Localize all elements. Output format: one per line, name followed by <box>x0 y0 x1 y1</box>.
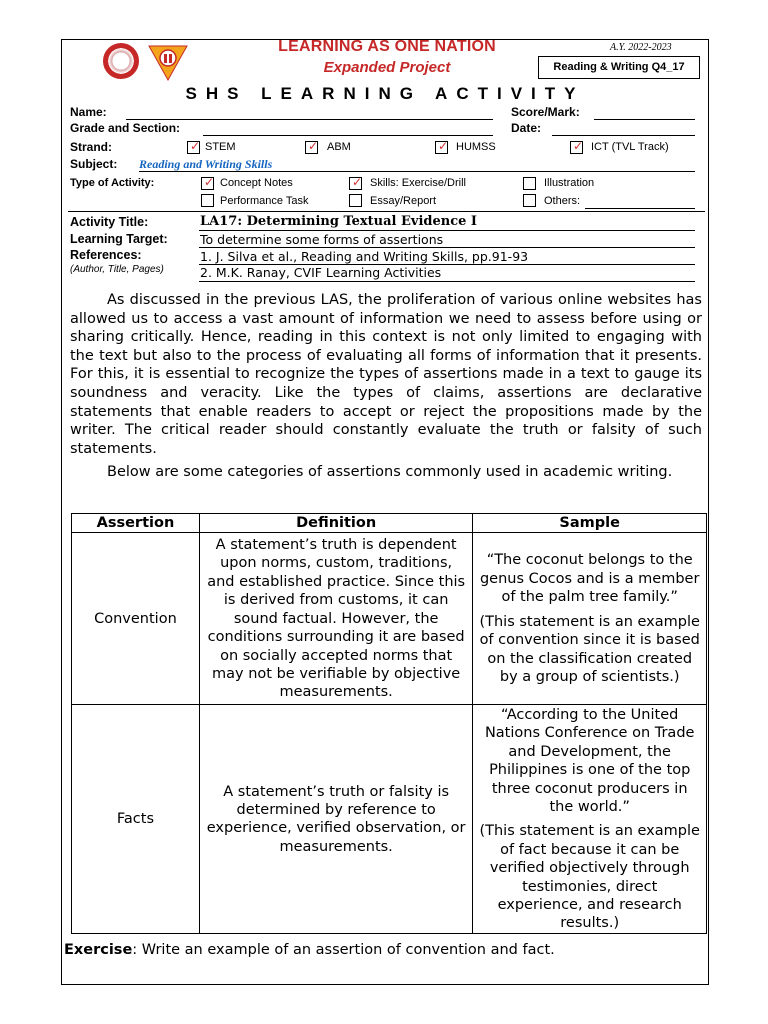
sample-note: (This statement is an example of fact because it can be verified objectively through testimonies, direct experience, and research results.) <box>479 823 700 932</box>
strand-humss-checkbox[interactable] <box>435 141 448 154</box>
score-field[interactable] <box>594 119 695 120</box>
learning-target-line <box>199 247 695 248</box>
others-checkbox[interactable] <box>523 194 536 207</box>
activity-title-label: Activity Title: <box>70 215 149 229</box>
name-field[interactable] <box>126 119 493 120</box>
strand-humss-label: HUMSS <box>456 141 496 153</box>
assertion-cell: Facts <box>72 705 200 934</box>
date-field[interactable] <box>552 135 695 136</box>
name-label: Name: <box>70 105 107 119</box>
check-icon: ✓ <box>308 139 319 153</box>
table-row <box>72 533 707 705</box>
illustration-label: Illustration <box>544 177 595 189</box>
score-label: Score/Mark: <box>511 105 580 119</box>
definition-cell: A statement’s truth or falsity is determined by reference to experience, verified observation, or measurements. <box>199 705 473 934</box>
learning-target-value: To determine some forms of assertions <box>200 232 444 247</box>
exercise-drill-checkbox[interactable] <box>349 177 362 190</box>
performance-task-label: Performance Task <box>220 195 309 207</box>
subject-label: Subject: <box>70 157 118 171</box>
grade-section-field[interactable] <box>203 135 493 136</box>
header-assertion: Assertion <box>72 514 200 533</box>
sample-quote: “According to the United Nations Conference on Trade and Development, the Philippines is one of the top three coconut producers in the world.” <box>484 706 695 815</box>
subject-value: Reading and Writing Skills <box>139 157 273 171</box>
exercise-label: Exercise <box>64 942 133 958</box>
others-label: Others: <box>544 195 581 207</box>
performance-task-checkbox[interactable] <box>201 194 214 207</box>
activity-title-value: LA17: Determining Textual Evidence I <box>200 214 478 229</box>
reference-item-1: 1. J. Silva et al., Reading and Writing Skills, pp.91-93 <box>200 249 529 264</box>
header-definition: Definition <box>199 514 473 533</box>
intro-paragraph: As discussed in the previous LAS, the proliferation of various online websites has allowed us to access a vast amount of information we need to assess before using or sharing critically. Hence, reading in this context is not only limited to engaging with the text but also to the process of evaluating all forms of information that it presents. For this, it is essential to recognize the types of assertions made in a text to gauge its soundness and veracity. Like the types of claims, assertions are declarative statements that enable readers to accept or reject the propositions made by the writer. The critical reader should constantly evaluate the truth or falsity of such statements. <box>70 292 702 457</box>
sample-quote: “The coconut belongs to the genus Cocos and is a member of the palm tree family.” <box>479 552 700 606</box>
header-sample: Sample <box>473 514 707 533</box>
section-divider <box>68 211 705 212</box>
strand-abm-checkbox[interactable] <box>305 141 318 154</box>
learning-target-label: Learning Target: <box>70 232 168 246</box>
exercise-text: : Write an example of an assertion of convention and fact. <box>132 942 555 958</box>
references-note: (Author, Title, Pages) <box>70 264 164 275</box>
strand-ict-checkbox[interactable] <box>570 141 583 154</box>
check-icon: ✓ <box>204 175 215 189</box>
references-label: References: <box>70 248 142 262</box>
activity-code-box: Reading & Writing Q4_17 <box>538 56 700 79</box>
date-label: Date: <box>511 121 542 135</box>
exercise-drill-label: Skills: Exercise/Drill <box>370 177 466 189</box>
others-field[interactable] <box>585 208 695 209</box>
check-icon: ✓ <box>573 139 584 153</box>
activity-type-label: Type of Activity: <box>70 177 155 189</box>
table-row <box>72 705 707 934</box>
concept-notes-label: Concept Notes <box>220 177 293 189</box>
academic-year: A.Y. 2022-2023 <box>610 42 672 53</box>
strand-abm-label: ABM <box>327 141 351 153</box>
check-icon: ✓ <box>438 139 449 153</box>
table-header-row <box>72 514 707 533</box>
exercise-instruction <box>64 942 555 958</box>
essay-report-checkbox[interactable] <box>349 194 362 207</box>
definition-cell: A statement’s truth is dependent upon norms, custom, traditions, and established practice. Since this is derived from customs, it can sound factual. However, the conditions surrounding it are based on socially accepted norms that may not be verifiable by objective measurements. <box>199 533 473 705</box>
categories-paragraph: Below are some categories of assertions commonly used in academic writing. <box>107 464 673 480</box>
subject-line <box>139 171 695 172</box>
sample-cell <box>473 705 707 934</box>
project-subtitle: Expanded Project <box>323 59 451 76</box>
sample-cell <box>473 533 707 705</box>
activity-heading: SHS LEARNING ACTIVITY <box>185 84 585 103</box>
strand-stem-checkbox[interactable] <box>187 141 200 154</box>
grade-section-label: Grade and Section: <box>70 121 181 135</box>
strand-ict-label: ICT (TVL Track) <box>591 141 669 153</box>
school-seal-logo <box>103 43 139 79</box>
reference-line-2 <box>199 281 695 282</box>
check-icon: ✓ <box>190 139 201 153</box>
strand-stem-label: STEM <box>205 141 236 153</box>
sample-note: (This statement is an example of convention since it is based on the classification created by a group of scientists.) <box>479 613 700 685</box>
essay-report-label: Essay/Report <box>370 195 437 207</box>
check-icon: ✓ <box>352 175 363 189</box>
division-logo <box>147 42 189 82</box>
assertion-table <box>71 513 707 934</box>
strand-label: Strand: <box>70 140 112 154</box>
project-title: LEARNING AS ONE NATION <box>278 38 496 55</box>
illustration-checkbox[interactable] <box>523 177 536 190</box>
activity-title-line <box>199 230 695 231</box>
reference-item-2: 2. M.K. Ranay, CVIF Learning Activities <box>200 265 442 280</box>
assertion-cell: Convention <box>72 533 200 705</box>
concept-notes-checkbox[interactable] <box>201 177 214 190</box>
